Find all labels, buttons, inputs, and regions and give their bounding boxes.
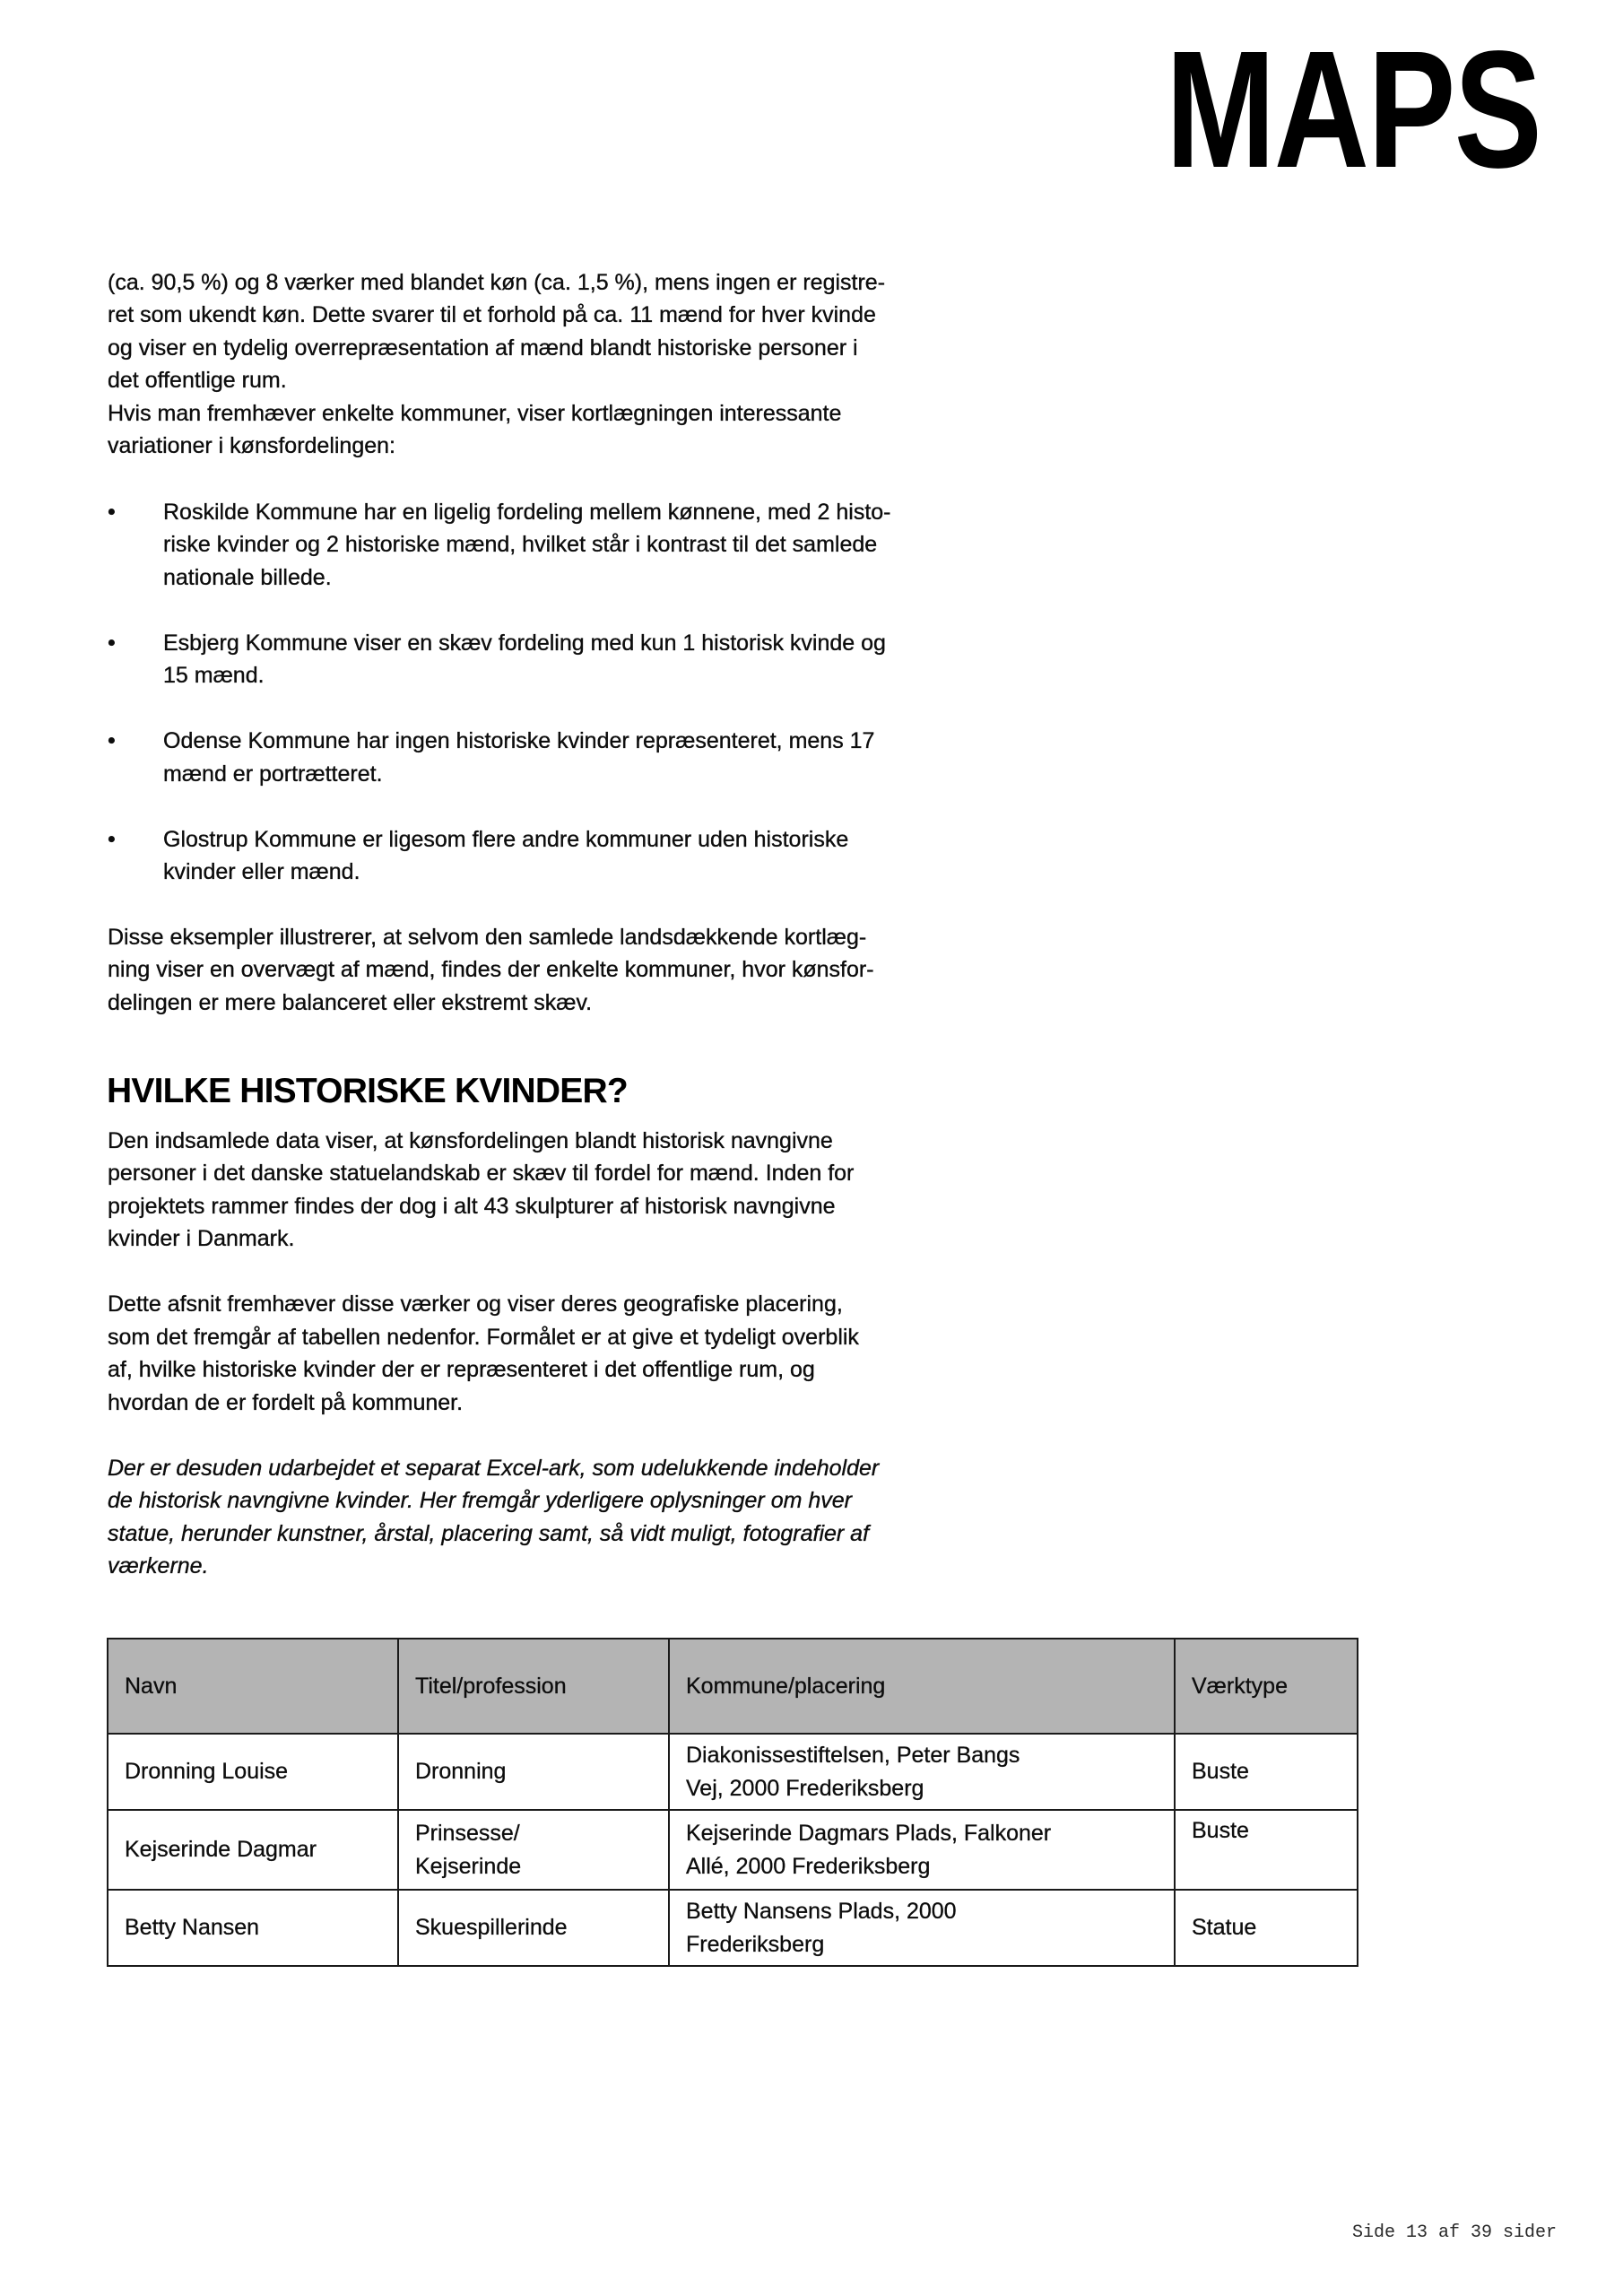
text-line: variationer i kønsfordelingen: [108, 433, 395, 458]
cell-line: Dronning [415, 1759, 507, 1784]
cell-vaerktype: Buste [1175, 1810, 1358, 1890]
text-line: Esbjerg Kommune viser en skæv fordeling med kun 1 historisk kvinde og [163, 630, 886, 656]
cell-navn: Betty Nansen [108, 1890, 398, 1966]
text-line: Roskilde Kommune har en ligelig fordeling mellem kønnene, med 2 histo- [163, 499, 891, 525]
column-header-vaerktype: Værktype [1175, 1639, 1358, 1734]
column-header-titel: Titel/profession [398, 1639, 669, 1734]
italic-text-line: Der er desuden udarbejdet et separat Excel-ark, som udelukkende indeholder [108, 1455, 880, 1481]
text-line: delingen er mere balanceret eller ekstremt skæv. [108, 989, 593, 1015]
cell-line: Betty Nansens Plads, 2000 [686, 1898, 957, 1924]
column-header-navn: Navn [108, 1639, 398, 1734]
cell-line: Kejserinde [415, 1853, 522, 1879]
text-line: Dette afsnit fremhæver disse værker og viser deres geografiske placering, [108, 1292, 843, 1317]
bullet-item-odense [108, 725, 891, 790]
cell-kommune [669, 1734, 1175, 1810]
text-line: kvinder eller mænd. [163, 859, 360, 884]
text-line: Odense Kommune har ingen historiske kvinder repræsenteret, mens 17 [163, 728, 875, 753]
cell-line: Kejserinde Dagmars Plads, Falkoner [686, 1820, 1052, 1846]
text-line: kvinder i Danmark. [108, 1226, 295, 1251]
bullet-icon: • [108, 499, 116, 525]
text-line: som det fremgår af tabellen nedenfor. Formålet er at give et tydeligt overblik [108, 1324, 859, 1350]
cell-line: Frederiksberg [686, 1931, 825, 1957]
table-row [108, 1890, 1358, 1966]
text-line: Den indsamlede data viser, at kønsfordelingen blandt historisk navngivne [108, 1127, 833, 1153]
text-line: og viser en tydelig overrepræsentation af mænd blandt historiske personer i [108, 335, 858, 361]
text-line: hvordan de er fordelt på kommuner. [108, 1389, 464, 1415]
paragraph-spacer [108, 1419, 879, 1452]
text-line: projektets rammer findes der dog i alt 43 skulpturer af historisk navngivne [108, 1193, 836, 1219]
text-line: Hvis man fremhæver enkelte kommuner, viser kortlægningen interessante [108, 400, 842, 426]
intro-paragraph [108, 266, 885, 463]
bullet-item-esbjerg [108, 627, 891, 692]
cell-vaerktype: Buste [1175, 1734, 1358, 1810]
cell-line: Vej, 2000 Frederiksberg [686, 1775, 924, 1801]
column-header-kommune: Kommune/placering [669, 1639, 1175, 1734]
cell-line: Prinsesse/ [415, 1820, 520, 1846]
historical-women-table [107, 1638, 1358, 1967]
italic-text-line: de historisk navngivne kvinder. Her fremgår yderligere oplysninger om hver [108, 1488, 853, 1513]
text-line: Glostrup Kommune er ligesom flere andre kommuner uden historiske [163, 826, 849, 852]
text-line: (ca. 90,5 %) og 8 værker med blandet køn (ca. 1,5 %), mens ingen er registre- [108, 269, 886, 295]
table-header-row [108, 1639, 1358, 1734]
text-line: det offentlige rum. [108, 368, 287, 393]
text-line: mænd er portrætteret. [163, 761, 383, 787]
bullet-icon: • [108, 630, 116, 656]
cell-titel [398, 1734, 669, 1810]
cell-line: Skuespillerinde [415, 1915, 568, 1940]
section-body [108, 1125, 879, 1583]
bullet-icon: • [108, 826, 116, 852]
cell-titel [398, 1810, 669, 1890]
cell-navn: Kejserinde Dagmar [108, 1810, 398, 1890]
cell-line: Allé, 2000 Frederiksberg [686, 1853, 931, 1879]
bullet-icon: • [108, 728, 116, 753]
text-line: ning viser en overvægt af mænd, findes der enkelte kommuner, hvor kønsfor- [108, 957, 874, 982]
text-line: Disse eksempler illustrerer, at selvom den samlede landsdækkende kortlæg- [108, 924, 867, 950]
bullet-item-roskilde [108, 496, 891, 595]
cell-titel [398, 1890, 669, 1966]
text-line: riske kvinder og 2 historiske mænd, hvilket står i kontrast til det samlede [163, 532, 878, 557]
text-line: nationale billede. [163, 564, 332, 590]
text-line: af, hvilke historiske kvinder der er repræsenteret i det offentlige rum, og [108, 1357, 815, 1382]
table-row [108, 1734, 1358, 1810]
page-number: Side 13 af 39 sider [1352, 2222, 1558, 2243]
text-line: ret som ukendt køn. Dette svarer til et forhold på ca. 11 mænd for hver kvinde [108, 302, 876, 327]
section-heading: HVILKE HISTORISKE KVINDER? [107, 1072, 628, 1110]
cell-kommune [669, 1890, 1175, 1966]
italic-text-line: statue, herunder kunstner, årstal, placering samt, så vidt muligt, fotografier af [108, 1520, 870, 1546]
bullet-item-glostrup [108, 823, 891, 889]
summary-paragraph [108, 921, 874, 1020]
municipality-bullet-list [108, 496, 891, 922]
text-line: 15 mænd. [163, 663, 265, 688]
text-line: personer i det danske statuelandskab er skæv til fordel for mænd. Inden for [108, 1161, 855, 1186]
cell-line: Diakonissestiftelsen, Peter Bangs [686, 1742, 1020, 1768]
paragraph-spacer [108, 1256, 879, 1289]
cell-navn: Dronning Louise [108, 1734, 398, 1810]
table-row [108, 1810, 1358, 1890]
maps-logo: MAPS [1166, 17, 1541, 203]
cell-vaerktype: Statue [1175, 1890, 1358, 1966]
italic-text-line: værkerne. [108, 1553, 209, 1578]
cell-kommune [669, 1810, 1175, 1890]
